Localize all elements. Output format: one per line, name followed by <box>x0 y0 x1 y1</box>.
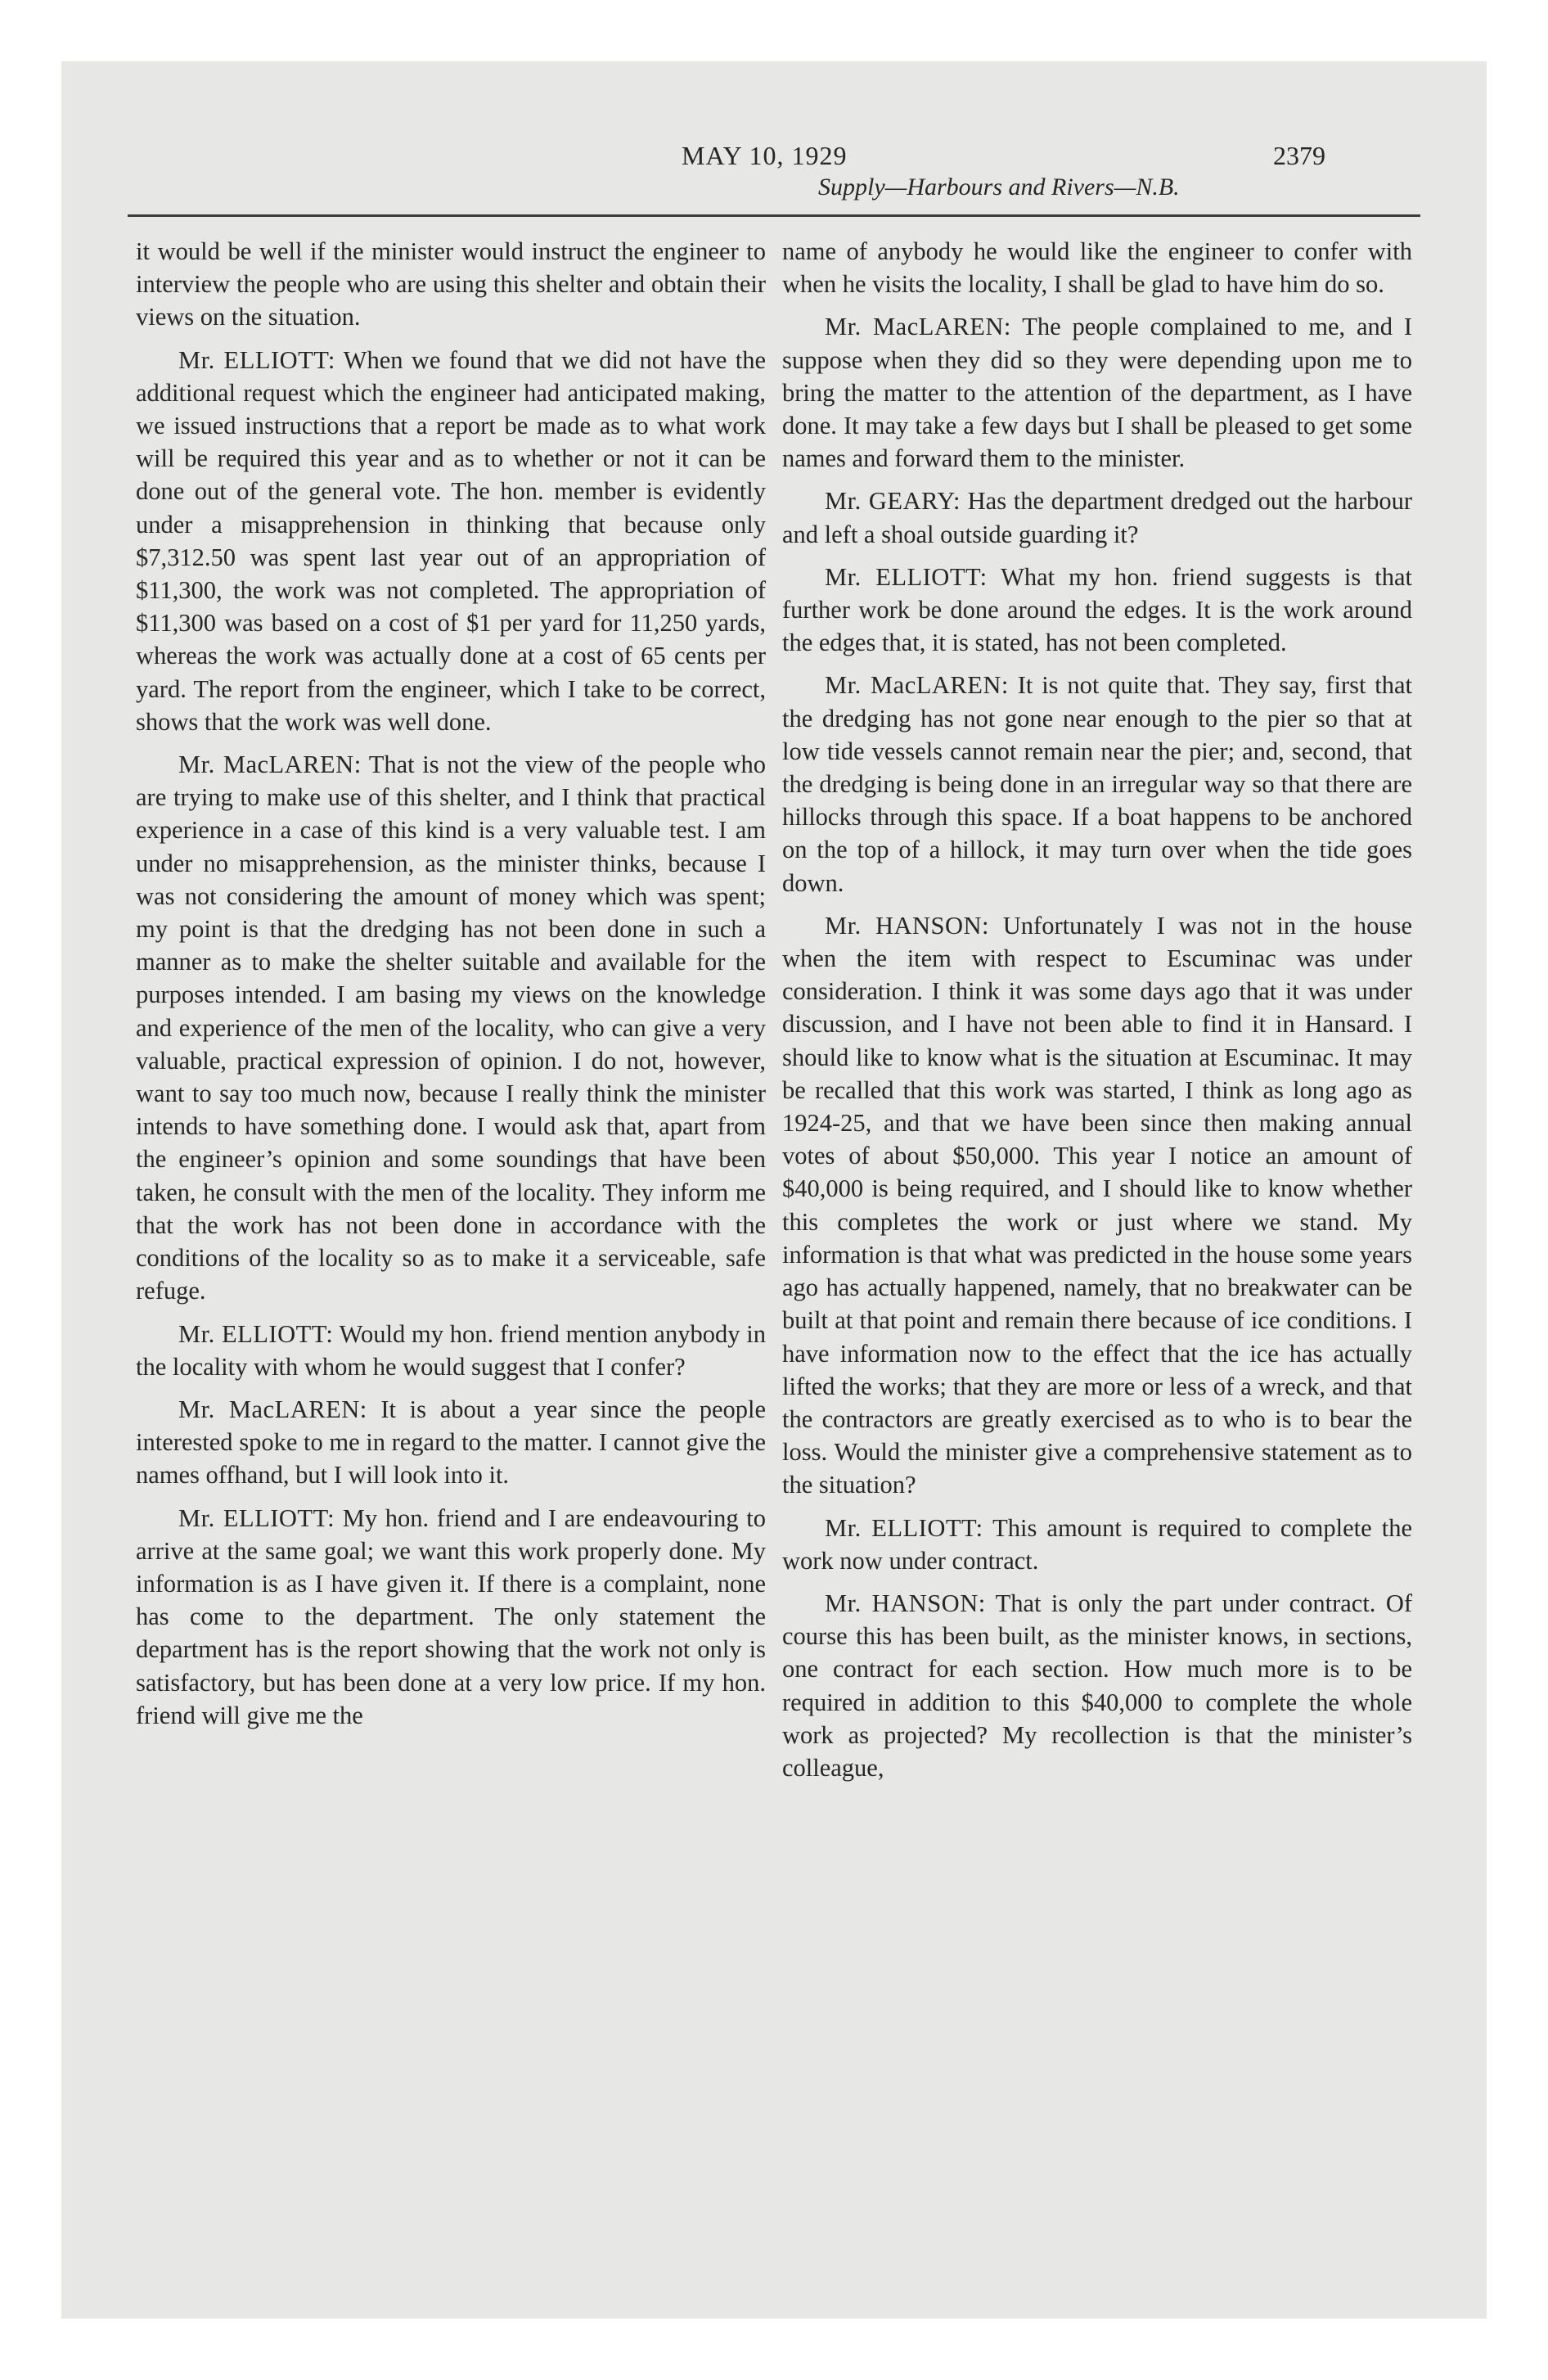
header-date: MAY 10, 1929 <box>682 141 848 170</box>
paragraph-text: This amount is required to complete the work now under contract. <box>782 1513 1413 1575</box>
paragraph-text: It is about a year since the people interested spoke to me in regard to the matter. I cannot give the names offhand, but I will look into it. <box>136 1395 767 1490</box>
paragraph <box>782 235 1412 300</box>
page-number: 2379 <box>1273 141 1325 170</box>
speaker-name: Mr. HANSON: <box>825 1589 986 1617</box>
paragraph-text: When we found that we did not have the additional request which the engineer had anticipated making, we issued instructions that a report be made as to what work will be required this year and as to whether or not it can be done out of the general vote. The hon. member is evidently under a misapprehension in thinking that because only $7,312.50 was spent last year out of an appropriation of $11,300, the work was not completed. The appropriation of $11,300 was based on a cost of $1 per yard for 11,250 yards, whereas the work was actually done at a cost of 65 cents per yard. The report from the engineer, which I take to be correct, shows that the work was well done. <box>136 345 766 736</box>
speaker-name: Mr. GEARY: <box>825 487 961 516</box>
paragraph-text: That is not the view of the people who are trying to make use of this shelter, and I think that practical experience in a case of this kind is a very valuable test. I am under no misapprehension, as the minister thinks, because I was not considering the amount of money which was spent; my point is that the dredging has not been done in such a manner as to make the shelter suitable and available for the purposes intended. I am basing my views on the knowledge and experience of the men of the locality, who can give a very valuable, practical expression of opinion. I do not, however, want to say too much now, because I really think the minister intends to have something done. I would ask that, apart from the engineer’s opinion and some soundings that have been taken, he consult with the men of the locality. They inform me that the work has not been done in accordance with the conditions of the locality so as to make it a serviceable, safe refuge. <box>136 751 766 1305</box>
speaker-name: Mr. ELLIOTT: <box>178 1319 334 1348</box>
speaker-name: Mr. MacLAREN: <box>178 1395 367 1423</box>
speaker-name: Mr. HANSON: <box>825 911 990 940</box>
paragraph <box>782 561 1412 660</box>
paragraph <box>136 344 766 738</box>
paragraph <box>782 485 1412 550</box>
right-column <box>782 235 1412 1794</box>
paragraph-text: Unfortunately I was not in the house when the item with respect to Escuminac was under consideration. I think it was some days ago that it was under discussion, and I have not been able to find it in Hansard. I should like to know what is the situation at Escuminac. It may be recalled that this work was started, I think as long ago as 1924-25, and that we have been since then making annual votes of about $50,000. This year I notice an amount of $40,000 is being required, and I should like to know whether this completes the work or just where we stand. My information is that what was predicted in the house some years ago has actually happened, namely, that no breakwater can be built at that point and remain there because of ice conditions. I have information now to the effect that the ice has actually lifted the works; that they are more or less of a wreck, and that the contractors are greatly exercised as to who is to bear the loss. Would the minister give a comprehensive statement as to the situation? <box>782 911 1413 1499</box>
speaker-name: Mr. ELLIOTT: <box>825 562 988 591</box>
paragraph-text: It is not quite that. They say, first that the dredging has not gone near enough to the pier so that at low tide vessels cannot remain near the pier; and, second, that the dredging is being done in an irregular way so that there are hillocks through this space. If a boat happens to be anchored on the top of a hillock, it may turn over when the tide goes down. <box>782 671 1413 897</box>
paragraph <box>136 1318 766 1383</box>
speaker-name: Mr. MacLAREN: <box>825 671 1009 700</box>
paragraph-text: name of anybody he would like the engineer to confer with when he visits the locality, I shall be glad to have him do so. <box>782 237 1412 299</box>
paragraph <box>782 310 1412 475</box>
paragraph <box>782 669 1412 899</box>
paragraph <box>782 1587 1412 1784</box>
running-head-subtitle: Supply—Harbours and Rivers—N.B. <box>818 174 1180 201</box>
paragraph-text: My hon. friend and I are endeavouring to arrive at the same goal; we want this work properly done. My information is as I have given it. If there is a complaint, none has come to the department. The only statement the department has is the report showing that the work not only is satisfactory, but has been done at a very low price. If my hon. friend will give me the <box>136 1503 766 1729</box>
left-column <box>136 235 766 1742</box>
paragraph-text: Would my hon. friend mention anybody in the locality with whom he would suggest that I confer? <box>136 1319 767 1381</box>
paragraph <box>782 1512 1412 1577</box>
speaker-name: Mr. ELLIOTT: <box>178 1503 335 1532</box>
paragraph-text: Has the department dredged out the harbour and left a shoal outside guarding it? <box>782 487 1413 548</box>
speaker-name: Mr. MacLAREN: <box>825 313 1011 341</box>
speaker-name: Mr. ELLIOTT: <box>178 345 335 374</box>
paragraph <box>782 909 1412 1502</box>
paragraph <box>136 1393 766 1492</box>
paragraph <box>136 235 766 334</box>
speaker-name: Mr. ELLIOTT: <box>825 1513 983 1542</box>
header-rule <box>128 214 1420 217</box>
paragraph <box>136 1502 766 1732</box>
speaker-name: Mr. MacLAREN: <box>178 751 362 779</box>
paragraph-text: The people complained to me, and I suppose when they did so they were depending upon me to bring the matter to the attention of the department, as I have done. It may take a few days but I shall be pleased to get some names and forward them to the minister. <box>782 313 1413 473</box>
paragraph <box>136 748 766 1307</box>
paragraph-text: it would be well if the minister would instruct the engineer to interview the people who are using this shelter and obtain their views on the situation. <box>136 237 766 331</box>
paragraph-text: That is only the part under contract. Of course this has been built, as the minister knows, in sections, one contract for each section. How much more is to be required in addition to this $40,000 to complete the whole work as projected? My recollection is that the minister’s colleague, <box>782 1589 1413 1782</box>
paragraph-text: What my hon. friend suggests is that further work be done around the edges. It is the work around the edges that, it is stated, has not been completed. <box>782 562 1413 657</box>
